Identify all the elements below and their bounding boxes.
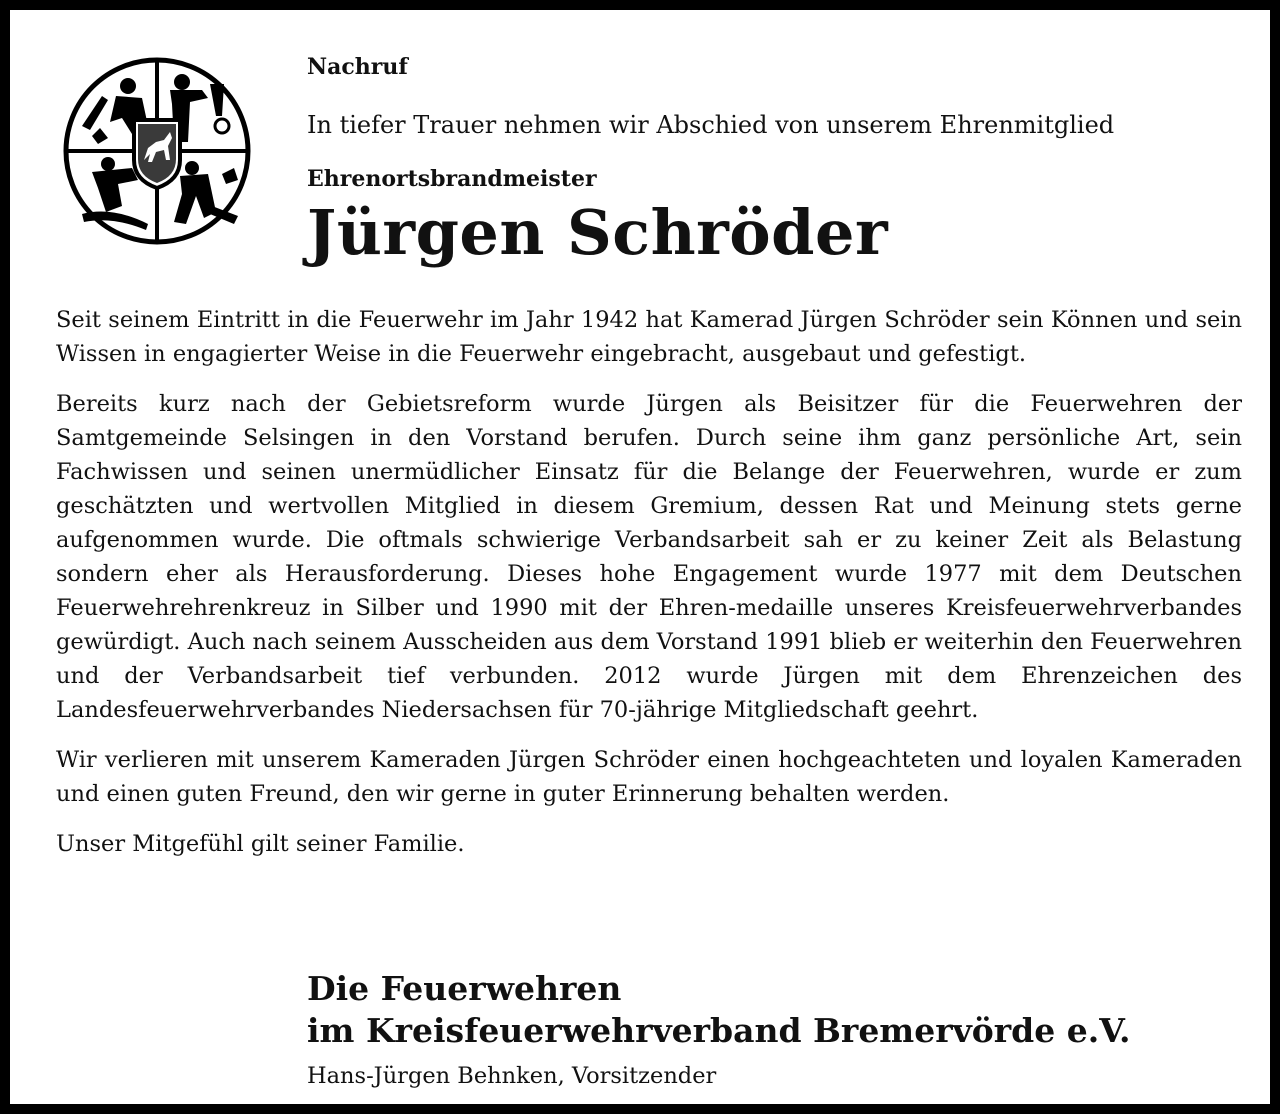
obituary-body xyxy=(56,303,1242,877)
paragraph-farewell: Wir verlieren mit unserem Kameraden Jürgen Schröder einen hochgeachteten und loyalen Kameraden und einen guten Freund, den wir gerne in guter Erinnerung behalten werden. xyxy=(56,747,1242,807)
notice-kicker: Nachruf xyxy=(307,54,408,80)
notice-intro: In tiefer Trauer nehmen wir Abschied von unserem Ehrenmitglied xyxy=(307,111,1115,139)
chairman-signature: Hans-Jürgen Behnken, Vorsitzender xyxy=(307,1063,717,1089)
paragraph-career: Bereits kurz nach der Gebietsreform wurde Jürgen als Beisitzer für die Feuerwehren der Samtgemeinde Selsingen in den Vorstand berufen. Durch seine ihm ganz persönliche Art, sein Fachwissen und seinen unermüdlicher Einsatz für die Belange der Feuerwehren, wurde er zum geschätzten und wertvollen Mitglied in diesem Gremium, dessen Rat und Meinung stets gerne aufgenommen wurde. Die oftmals schwierige Verbandsarbeit sah er zu keiner Zeit als Belastung sondern eher als Herausforderung. Dieses hohe Engagement wurde 1977 mit dem Deutschen Feuerwehrehrenkreuz in Silber und 1990 mit der Ehren-medaille unseres Kreisfeuerwehrverbandes gewürdigt. Auch nach seinem Ausscheiden aus dem Vorstand 1991 blieb er weiterhin den Feuerwehren und der Verbandsarbeit tief verbunden. 2012 wurde Jürgen mit dem Ehrenzeichen des Landesfeuerwehrverbandes Niedersachsen für 70-jährige Mitgliedschaft geehrt. xyxy=(56,391,1242,723)
organization-line-2: im Kreisfeuerwehrverband Bremervörde e.V. xyxy=(307,1011,1131,1050)
organization-line-1: Die Feuerwehren xyxy=(307,969,622,1008)
fire-brigade-emblem-icon xyxy=(62,56,252,246)
deceased-rank: Ehrenortsbrandmeister xyxy=(307,166,597,192)
deceased-name: Jürgen Schröder xyxy=(307,196,889,269)
signature-block xyxy=(307,968,1247,1092)
paragraph-entry: Seit seinem Eintritt in die Feuerwehr im Jahr 1942 hat Kamerad Jürgen Schröder sein Können und sein Wissen in engagierter Weise in die Feuerwehr eingebracht, ausgebaut und gefestigt. xyxy=(56,307,1242,367)
paragraph-condolence: Unser Mitgefühl gilt seiner Familie. xyxy=(56,831,465,857)
